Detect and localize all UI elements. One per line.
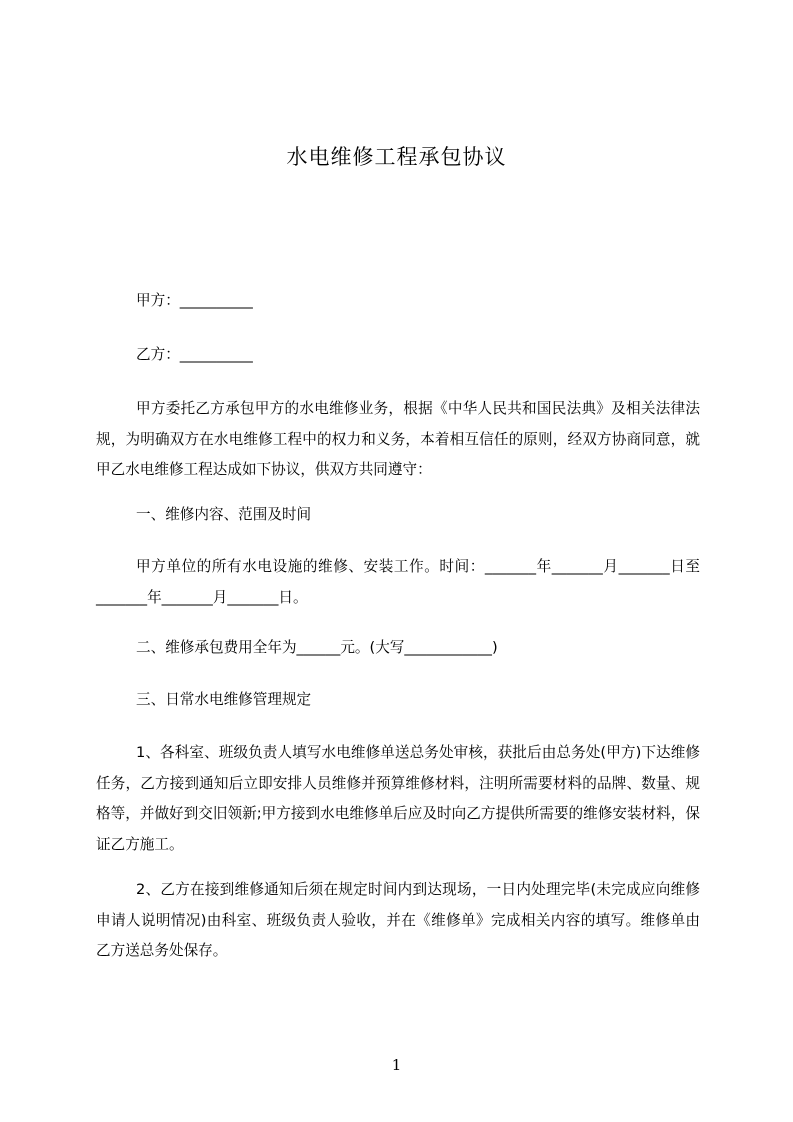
- document-title: 水电维修工程承包协议: [286, 145, 507, 169]
- party-a-line: 甲方：__________: [136, 292, 253, 309]
- clause-2-paragraph: 2、乙方在接到维修通知后须在规定时间内到达现场，一日内处理完毕(未完成应向维修申请人说明情况)由科室、班级负责人验收，并在《维修单》完成相关内容的填写。维修单由乙方送总务处保存。: [96, 881, 700, 959]
- intro-paragraph: 甲方委托乙方承包甲方的水电维修业务，根据《中华人民共和国民法典》及相关法律法规，为明确双方在水电维修工程中的权力和义务，本着相互信任的原则，经双方协商同意，就甲乙水电维修工程达成如下协议，供双方共同遵守：: [96, 400, 700, 478]
- section-1-heading: 一、维修内容、范围及时间: [136, 506, 312, 523]
- section-2-fee-line: 二、维修承包费用全年为______元。(大写____________): [136, 639, 498, 656]
- section-3-heading: 三、日常水电维修管理规定: [136, 691, 312, 708]
- section-1-body: 甲方单位的所有水电设施的维修、安装工作。时间：_______年_______月_______日至_______年_______月_______日。: [96, 558, 700, 606]
- page-number: 1: [391, 1056, 402, 1074]
- clause-1-paragraph: 1、各科室、班级负责人填写水电维修单送总务处审核，获批后由总务处(甲方)下达维修任务，乙方接到通知后立即安排人员维修并预算维修材料，注明所需要材料的品牌、数量、规格等，并做好到交旧领新;甲方接到水电维修单后应及时向乙方提供所需要的维修安装材料，保证乙方施工。: [96, 744, 700, 853]
- party-b-line: 乙方：__________: [136, 346, 253, 363]
